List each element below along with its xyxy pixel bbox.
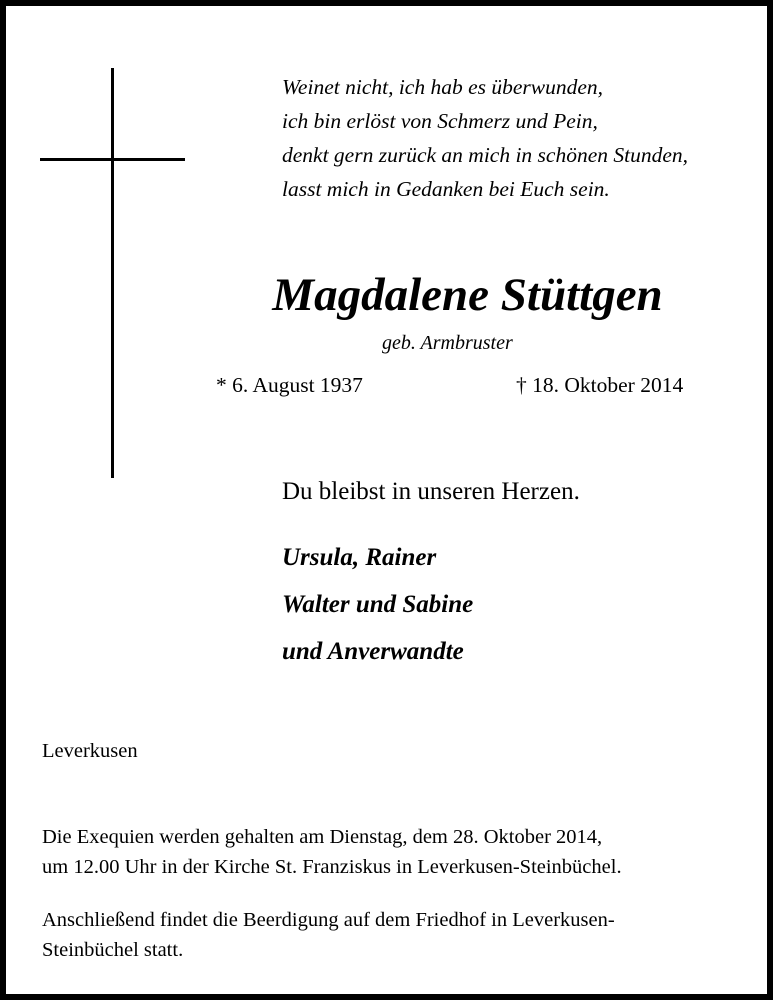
service-notice-line: um 12.00 Uhr in der Kirche St. Franziskus in Leverkusen-Steinbüchel. (42, 856, 622, 878)
poem (282, 70, 688, 206)
deceased-name: Magdalene Stüttgen (272, 269, 663, 321)
burial-notice (42, 905, 615, 965)
burial-notice-line: Anschließend findet die Beerdigung auf dem Friedhof in Leverkusen- (42, 909, 615, 931)
service-notice (42, 822, 622, 882)
mourner-line: Ursula, Rainer (282, 544, 437, 571)
burial-notice-line: Steinbüchel statt. (42, 939, 184, 961)
death-date: † 18. Oktober 2014 (516, 373, 684, 397)
poem-line: Weinet nicht, ich hab es überwunden, (282, 75, 604, 99)
cross-icon-horizontal-bar (40, 158, 185, 161)
birth-date: * 6. August 1937 (216, 373, 363, 397)
mourner-line: und Anverwandte (282, 638, 464, 665)
motto: Du bleibst in unseren Herzen. (282, 478, 580, 505)
mourner-line: Walter und Sabine (282, 591, 474, 618)
maiden-name: geb. Armbruster (382, 332, 513, 354)
poem-line: lasst mich in Gedanken bei Euch sein. (282, 177, 610, 201)
place: Leverkusen (42, 740, 138, 762)
service-notice-line: Die Exequien werden gehalten am Dienstag, dem 28. Oktober 2014, (42, 826, 603, 848)
poem-line: ich bin erlöst von Schmerz und Pein, (282, 109, 598, 133)
poem-line: denkt gern zurück an mich in schönen Stunden, (282, 143, 689, 167)
